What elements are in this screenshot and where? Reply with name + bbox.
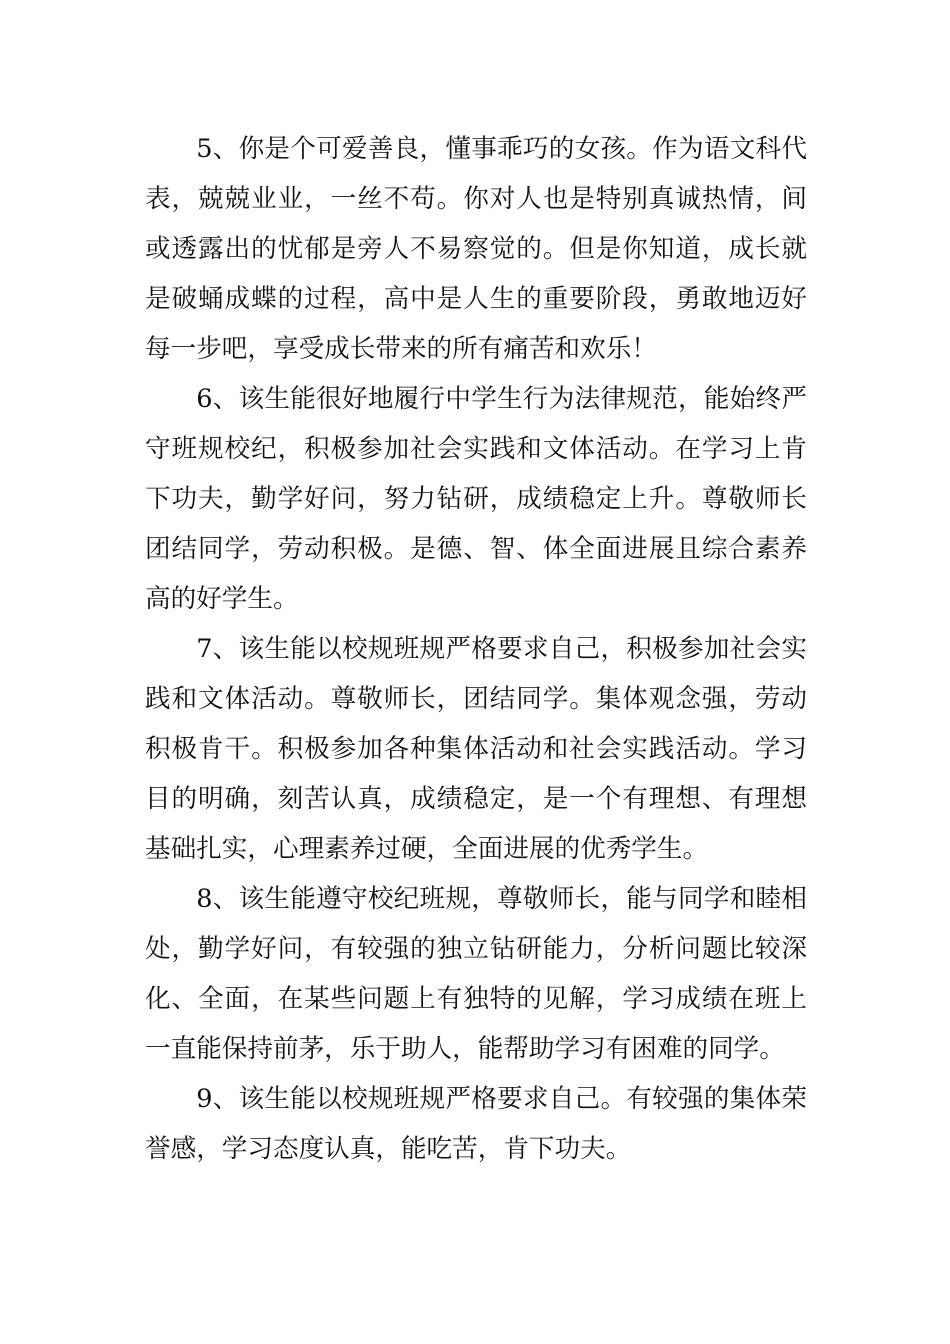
paragraph-6: 6、该生能很好地履行中学生行为法律规范，能始终严守班规校纪，积极参加社会实践和文体活动。在学习上肯下功夫，勤学好问，努力钻研，成绩稳定上升。尊敬师长团结同学，劳动积极。是德、智、体全面进展且综合素养高的好学生。 [145,384,807,614]
paragraph-8: 8、该生能遵守校纪班规，尊敬师长，能与同学和睦相处，勤学好问，有较强的独立钻研能力，分析问题比较深化、全面，在某些问题上有独特的见解，学习成绩在班上一直能保持前茅，乐于助人，能帮助学习有困难的同学。 [145,884,807,1064]
document-page [145,124,807,1174]
paragraph-5: 5、你是个可爱善良，懂事乖巧的女孩。作为语文科代表，兢兢业业，一丝不苟。你对人也是特别真诚热情，间或透露出的忧郁是旁人不易察觉的。但是你知道，成长就是破蛹成蝶的过程，高中是人生的重要阶段，勇敢地迈好每一步吧，享受成长带来的所有痛苦和欢乐！ [145,134,807,364]
paragraph-7: 7、该生能以校规班规严格要求自己，积极参加社会实践和文体活动。尊敬师长，团结同学。集体观念强，劳动积极肯干。积极参加各种集体活动和社会实践活动。学习目的明确，刻苦认真，成绩稳定，是一个有理想、有理想基础扎实，心理素养过硬，全面进展的优秀学生。 [145,634,807,864]
paragraph-9: 9、该生能以校规班规严格要求自己。有较强的集体荣誉感，学习态度认真，能吃苦，肯下功夫。 [145,1084,807,1164]
